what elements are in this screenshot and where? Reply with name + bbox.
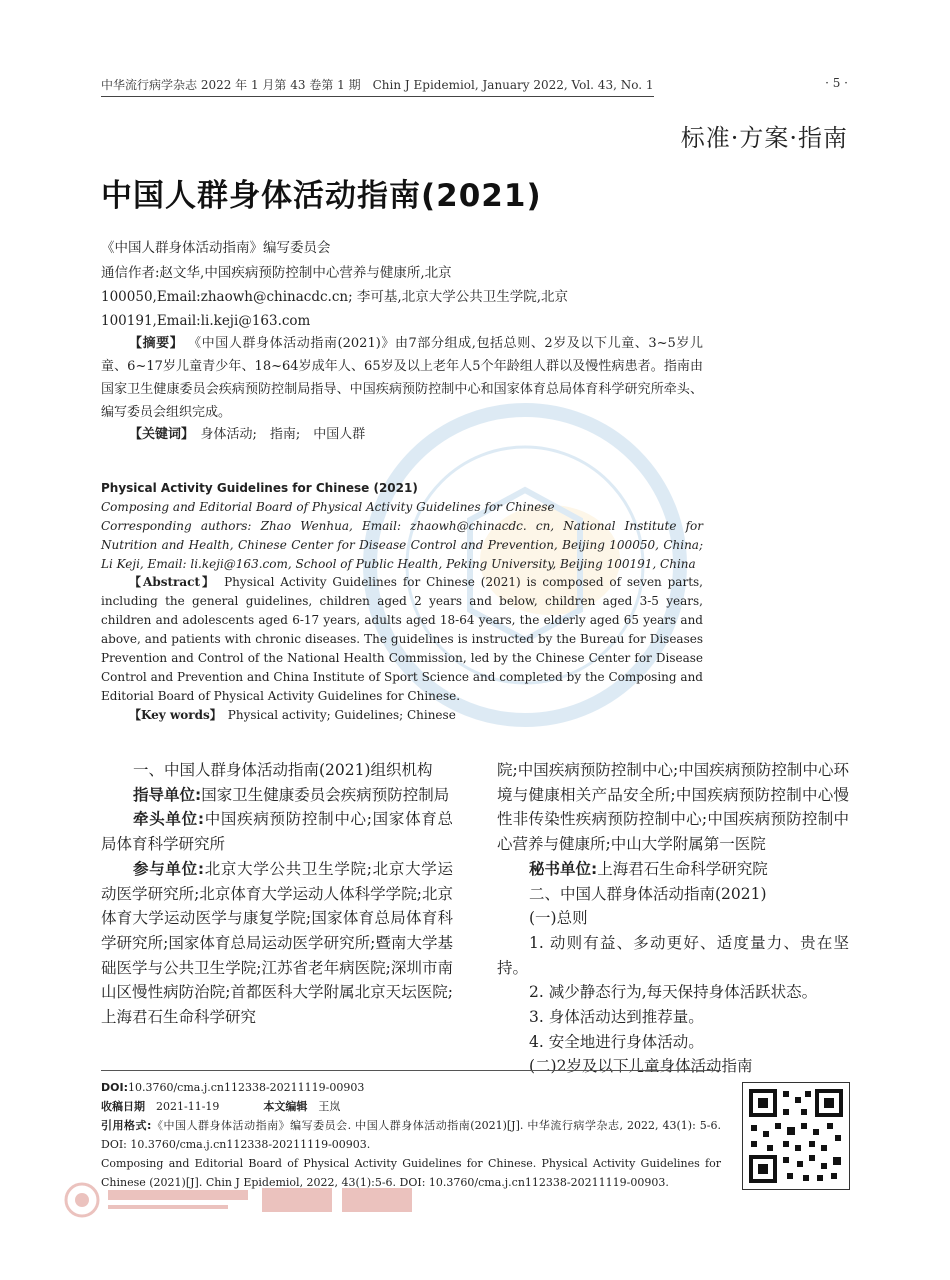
doi-value[interactable]: 10.3760/cma.j.cn112338-20211119-00903 bbox=[127, 1081, 365, 1094]
editor-name: 王岚 bbox=[318, 1100, 341, 1113]
participant-units-text: 北京大学公共卫生学院;北京大学运动医学研究所;北京体育大学运动人体科学学院;北京体育大学运动医学与康复学院;国家体育总局体育科学研究所;国家体育总局运动医学研究所;暨南大学基础医学与公共卫生学院;江苏省老年病医院;深圳市南山区慢性病防治院;首都医科大学附属北京天坛医院;上海君石生命科学研究 bbox=[101, 859, 453, 1027]
doi-label: DOI: bbox=[101, 1081, 128, 1094]
footnote-doi bbox=[101, 1078, 721, 1097]
footnote-citation-zh bbox=[101, 1116, 721, 1154]
keywords-zh-label: 【关键词】 bbox=[129, 427, 188, 442]
lead-unit-text: 中国疾病预防控制中心;国家体育总局体育科学研究所 bbox=[101, 810, 453, 854]
secretary-unit bbox=[497, 857, 849, 882]
secretary-unit-text: 上海君石生命科学研究院 bbox=[597, 859, 768, 878]
editor-label: 本文编辑 bbox=[263, 1100, 308, 1113]
english-abstract bbox=[101, 573, 703, 706]
abstract-zh bbox=[101, 332, 703, 424]
guide-unit-text: 国家卫生健康委员会疾病预防控制局 bbox=[201, 785, 450, 804]
english-title: Physical Activity Guidelines for Chinese (2021) bbox=[101, 481, 418, 495]
body-column-left bbox=[101, 758, 453, 1030]
section2-heading: 二、中国人群身体活动指南(2021) bbox=[529, 884, 767, 903]
footnote-citation-en: Composing and Editorial Board of Physical Activity Guidelines for Chinese. Physical Activity Guidelines for Chinese (2021)[J]. Chin J Epidemiol, 2022, 43(1):5-6. DOI: 10.3760/cma.j.cn112338-20211119-00903. bbox=[101, 1157, 721, 1189]
footnote-dates bbox=[101, 1097, 721, 1116]
general-item-2: 2. 减少静态行为,每天保持身体活跃状态。 bbox=[529, 983, 818, 1002]
journal-header: 中华流行病学杂志 2022 年 1 月第 43 卷第 1 期 Chin J Epidemiol, January 2022, Vol. 43, No. 1 bbox=[101, 76, 654, 97]
keywords-zh bbox=[101, 423, 703, 446]
guide-unit bbox=[101, 783, 453, 808]
guide-unit-label: 指导单位: bbox=[133, 785, 202, 804]
english-keywords-label: 【Key words】 bbox=[129, 708, 216, 722]
received-date: 2021-11-19 bbox=[156, 1100, 220, 1113]
article-title: 中国人群身体活动指南(2021) bbox=[101, 178, 542, 214]
english-keywords bbox=[101, 706, 703, 725]
page-number: · 5 · bbox=[825, 76, 848, 90]
subsection-general: (一)总则 bbox=[529, 909, 588, 928]
qr-code-icon[interactable] bbox=[742, 1082, 850, 1190]
corresponding-authors-zh: 通信作者:赵文华,中国疾病预防控制中心营养与健康所,北京 100050,Email:zhaowh@chinacdc.cn; 李可基,北京大学公共卫生学院,北京 100191,Email:li.keji@163.com bbox=[101, 265, 568, 329]
english-abstract-text: Physical Activity Guidelines for Chinese (2021) is composed of seven parts, including the general guidelines, children aged 2 years and below, children aged 3-5 years, children and adolescents aged 6-17 years, adults aged 18-64 years, the elderly aged 65 years and above, and patients with chronic diseases. The guidelines is instructed by the Bureau for Diseases Prevention and Control of the National Health Commission, led by the Chinese Center for Disease Control and Prevention and China Institute of Sport Science and completed by the Composing and Editorial Board of Physical Activity Guidelines for Chinese. bbox=[101, 575, 703, 703]
keywords-zh-text: 身体活动; 指南; 中国人群 bbox=[200, 427, 366, 442]
citation-label: 引用格式: bbox=[101, 1119, 152, 1132]
citation-zh-text: 《中国人群身体活动指南》编写委员会. 中国人群身体活动指南(2021)[J]. 中华流行病学杂志, 2022, 43(1): 5-6. DOI: 10.3760/cma.j.cn112338-20211119-00903. bbox=[101, 1119, 721, 1151]
lead-unit bbox=[101, 807, 453, 856]
footnote-divider bbox=[101, 1070, 721, 1071]
english-board: Composing and Editorial Board of Physical Activity Guidelines for Chinese bbox=[101, 500, 555, 514]
general-item-1: 1. 动则有益、多动更好、适度量力、贵在坚持。 bbox=[497, 933, 849, 977]
body-column-right bbox=[497, 758, 849, 1079]
general-item-3: 3. 身体活动达到推荐量。 bbox=[529, 1008, 704, 1027]
secretary-unit-label: 秘书单位: bbox=[529, 859, 598, 878]
author-board-zh: 《中国人群身体活动指南》编写委员会 bbox=[101, 240, 331, 256]
section1-heading: 一、中国人群身体活动指南(2021)组织机构 bbox=[133, 761, 433, 779]
english-keywords-text: Physical activity; Guidelines; Chinese bbox=[227, 708, 456, 722]
general-item-4: 4. 安全地进行身体活动。 bbox=[529, 1032, 704, 1051]
lead-unit-label: 牵头单位: bbox=[133, 810, 205, 829]
english-corresponding: Corresponding authors: Zhao Wenhua, Email: zhaowh@chinacdc. cn, National Institute for Nutrition and Health, Chinese Center for Disease Control and Prevention, Beijing 100050, China; Li Keji, Email: li.keji@163.com, School of Public Health, Peking University, Beijing 100191, China bbox=[101, 519, 703, 571]
subsection-children-under-2: (二)2岁及以下儿童身体活动指南 bbox=[529, 1057, 753, 1076]
publisher-logo bbox=[62, 1180, 422, 1220]
participant-units-label: 参与单位: bbox=[133, 859, 205, 878]
english-abstract-label: 【Abstract】 bbox=[129, 575, 211, 589]
participant-units bbox=[101, 857, 453, 1030]
participant-units-continued: 院;中国疾病预防控制中心;中国疾病预防控制中心环境与健康相关产品安全所;中国疾病预防控制中心慢性非传染性疾病预防控制中心;中国疾病预防控制中心营养与健康所;中山大学附属第一医院 bbox=[497, 761, 849, 854]
received-label: 收稿日期 bbox=[101, 1100, 145, 1113]
abstract-zh-text: 《中国人群身体活动指南(2021)》由7部分组成,包括总则、2岁及以下儿童、3~5岁儿童、6~17岁儿童青少年、18~64岁成年人、65岁及以上老年人5个年龄组人群以及慢性病患者。指南由国家卫生健康委员会疾病预防控制局指导、中国疾病预防控制中心和国家体育总局体育科学研究所牵头、编写委员会组织完成。 bbox=[101, 336, 703, 420]
abstract-zh-label: 【摘要】 bbox=[129, 336, 184, 351]
column-label: 标准·方案·指南 bbox=[680, 124, 848, 152]
